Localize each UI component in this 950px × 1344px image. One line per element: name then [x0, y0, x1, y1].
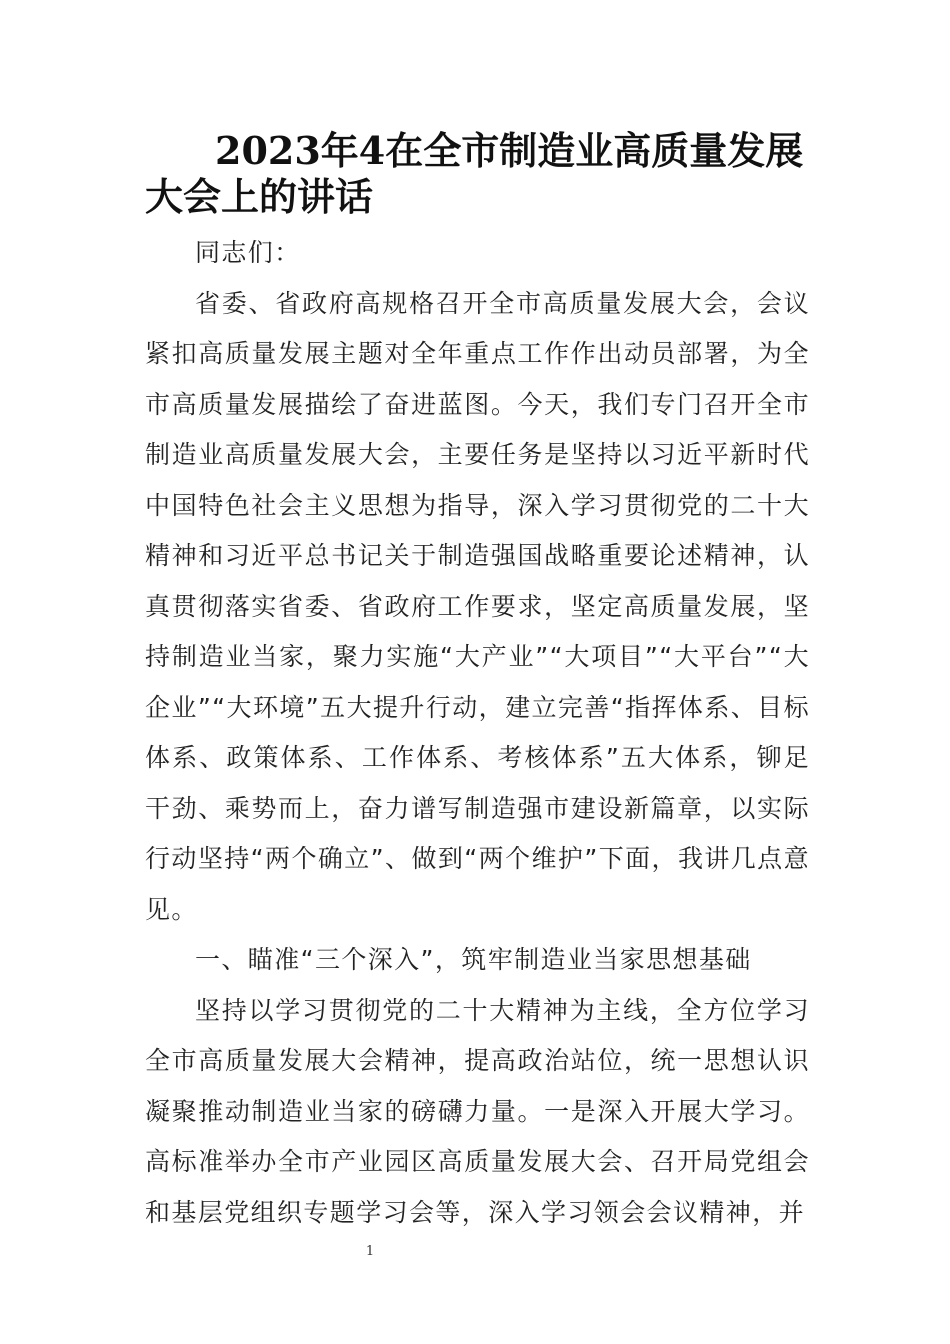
document-body [145, 228, 810, 1238]
salutation: 同志们： [195, 238, 301, 267]
paragraph-section-one: 坚持以学习贯彻党的二十大精神为主线，全方位学习全市高质量发展大会精神，提高政治站位，统一思想认识凝聚推动制造业当家的磅礴力量。一是深入开展大学习。高标准举办全市产业园区高质量发展大会、召开局党组会和基层党组织专题学习会等，深入学习领会会议精神，并 [145, 995, 810, 1227]
section-heading: 一、瞄准“三个深入”，筑牢制造业当家思想基础 [195, 945, 752, 974]
document-title: 2023年4在全市制造业高质量发展大会上的讲话 [145, 128, 804, 219]
paragraph-intro: 省委、省政府高规格召开全市高质量发展大会，会议紧扣高质量发展主题对全年重点工作作出动员部署，为全市高质量发展描绘了奋进蓝图。今天，我们专门召开全市制造业高质量发展大会，主要任务是坚持以习近平新时代中国特色社会主义思想为指导，深入学习贯彻党的二十大精神和习近平总书记关于制造强国战略重要论述精神，认真贯彻落实省委、省政府工作要求，坚定高质量发展，坚持制造业当家，聚力实施“大产业”“大项目”“大平台”“大企业”“大环境”五大提升行动，建立完善“指挥体系、目标体系、政策体系、工作体系、考核体系”五大体系，铆足干劲、乘势而上，奋力谱写制造强市建设新篇章，以实际行动坚持“两个确立”、做到“两个维护”下面，我讲几点意见。 [145, 288, 810, 924]
page-number: 1 [365, 1244, 375, 1259]
